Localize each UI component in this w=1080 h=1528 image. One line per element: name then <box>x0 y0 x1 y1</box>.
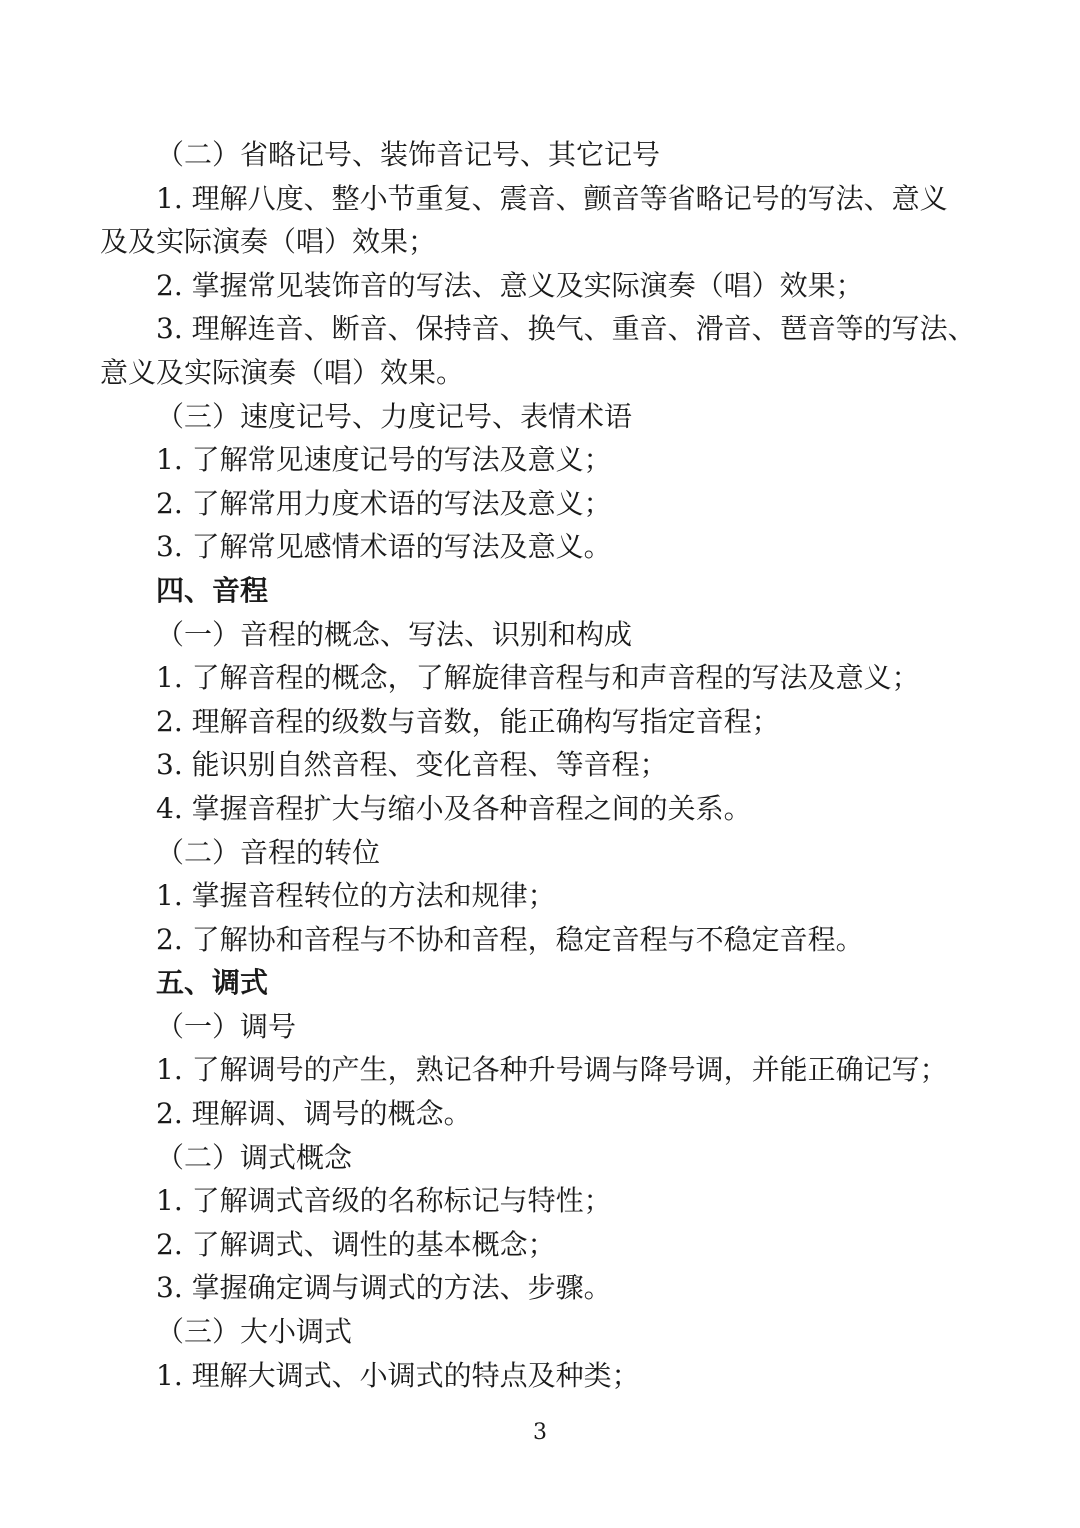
text-line: 2. 了解常用力度术语的写法及意义； <box>156 486 612 520</box>
text-line: 1. 理解八度、整小节重复、震音、颤音等省略记号的写法、意义 <box>156 181 948 215</box>
text-line: （二）调式概念 <box>156 1140 353 1174</box>
text-line: 4. 掌握音程扩大与缩小及各种音程之间的关系。 <box>156 791 752 825</box>
section-heading: 四、音程 <box>156 573 269 607</box>
text-line: 3. 理解连音、断音、保持音、换气、重音、滑音、琶音等的写法、 <box>156 312 976 346</box>
text-line: 3. 掌握确定调与调式的方法、步骤。 <box>156 1271 612 1305</box>
text-line: 意义及实际演奏（唱）效果。 <box>100 355 465 389</box>
text-line: 2. 了解调式、调性的基本概念； <box>156 1227 556 1261</box>
text-line: （二）音程的转位 <box>156 835 381 869</box>
text-line: 1. 了解调式音级的名称标记与特性； <box>156 1184 612 1218</box>
text-line: （三）速度记号、力度记号、表情术语 <box>156 399 633 433</box>
section-heading: 五、调式 <box>156 966 269 1000</box>
text-line: 1. 了解音程的概念，了解旋律音程与和声音程的写法及意义； <box>156 661 920 695</box>
text-line: 2. 了解协和音程与不协和音程，稳定音程与不稳定音程。 <box>156 922 864 956</box>
text-line: 3. 能识别自然音程、变化音程、等音程； <box>156 748 668 782</box>
text-line: 2. 理解调、调号的概念。 <box>156 1097 472 1131</box>
document-body <box>100 133 988 1397</box>
text-line: 1. 了解常见速度记号的写法及意义； <box>156 443 612 477</box>
page-number: 3 <box>533 1420 547 1445</box>
text-line: 2. 理解音程的级数与音数，能正确构写指定音程； <box>156 704 780 738</box>
text-line: 1. 了解调号的产生，熟记各种升号调与降号调，并能正确记写； <box>156 1053 948 1087</box>
text-line: （二）省略记号、装饰音记号、其它记号 <box>156 138 661 171</box>
text-line: （三）大小调式 <box>156 1315 353 1349</box>
text-line: 1. 掌握音程转位的方法和规律； <box>156 879 556 913</box>
text-line: （一）音程的概念、写法、识别和构成 <box>156 617 633 651</box>
text-line: 2. 掌握常见装饰音的写法、意义及实际演奏（唱）效果； <box>156 268 864 302</box>
text-line: （一）调号 <box>156 1009 297 1043</box>
text-line: 3. 了解常见感情术语的写法及意义。 <box>156 530 612 564</box>
text-line: 及及实际演奏（唱）效果； <box>100 225 437 259</box>
text-line: 1. 理解大调式、小调式的特点及种类； <box>156 1358 640 1392</box>
